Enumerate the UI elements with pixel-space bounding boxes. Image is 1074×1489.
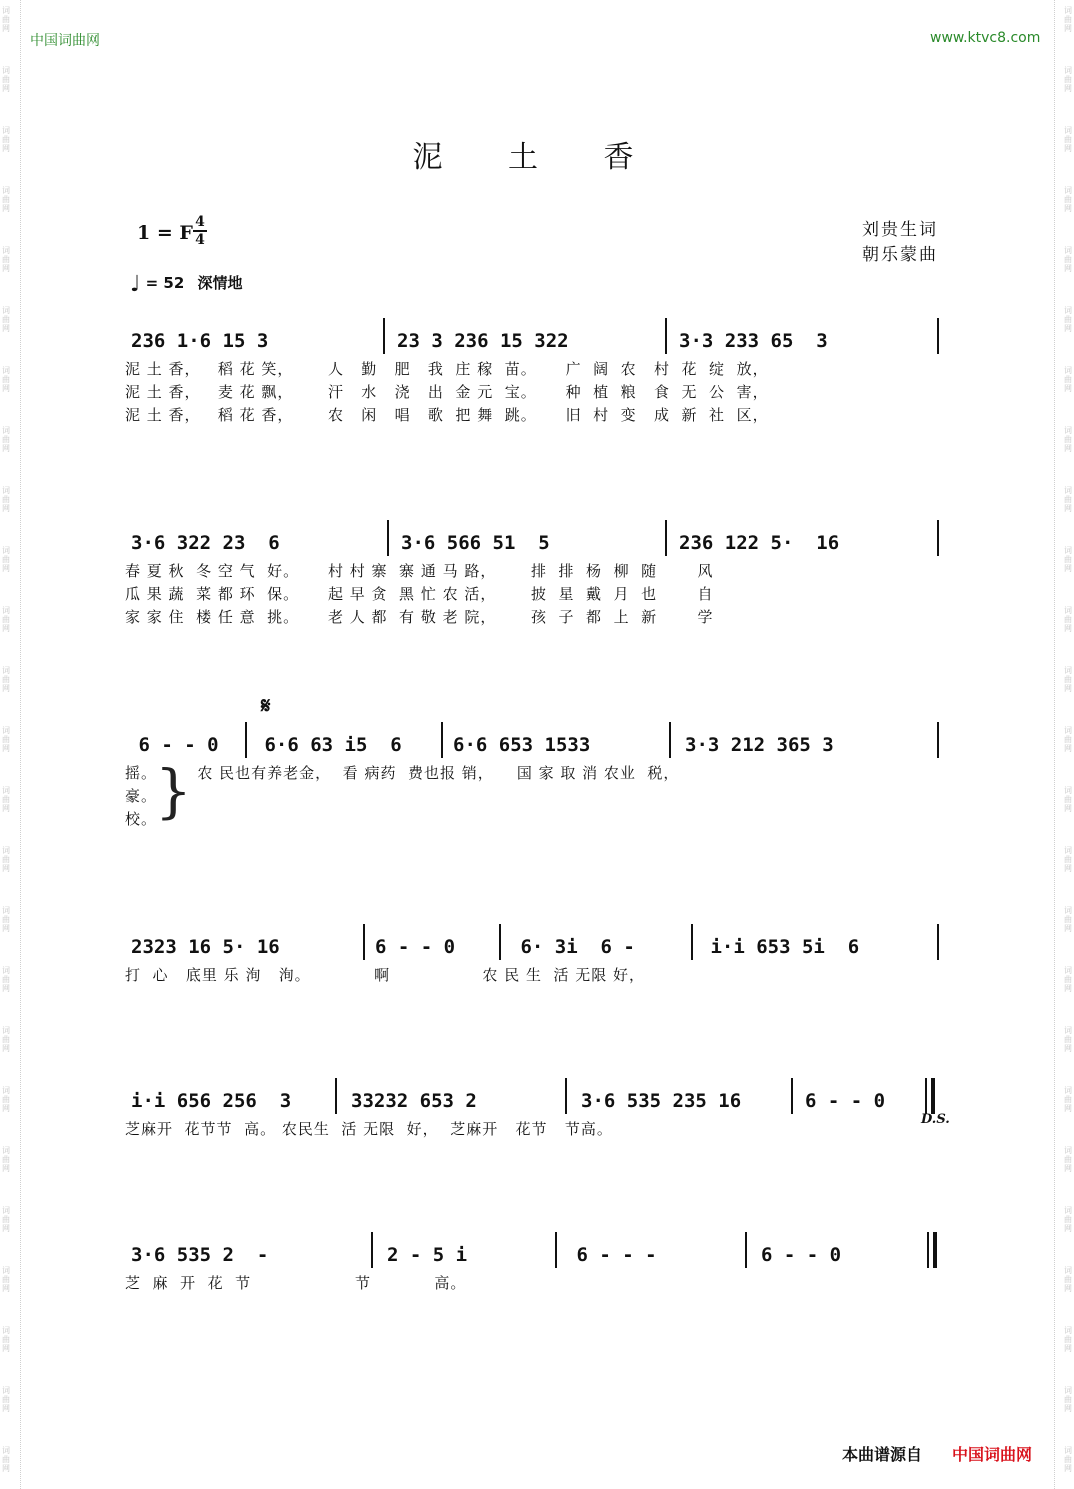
tempo-value: = 52 — [145, 274, 185, 292]
measure: 3·3 212 365 3 — [685, 734, 834, 756]
barline — [245, 722, 247, 758]
lyric-line: 打 心 底里 乐 洵 洵。 啊 农 民 生 活 无限 好， — [125, 966, 646, 984]
watermark-stamp: 词 曲 网 — [1064, 906, 1072, 933]
tempo-expression: 深情地 — [197, 274, 243, 292]
barline — [791, 1078, 793, 1114]
watermark-stamp: 词 曲 网 — [2, 546, 10, 573]
measure: 6 - - 0 — [805, 1090, 886, 1112]
dal-segno-mark: D.S. — [921, 1112, 950, 1127]
watermark-stamp: 词 曲 网 — [1064, 1266, 1072, 1293]
watermark-stamp: 词 曲 网 — [2, 1146, 10, 1173]
right-dotted-guide — [1054, 0, 1055, 1489]
watermark-stamp: 词 曲 网 — [1064, 1326, 1072, 1353]
lyric-verse-3: 泥 土 香， 稻 花 香， 农 闲 唱 歌 把 舞 跳。 旧 村 变 成 新 社 区， — [125, 406, 769, 424]
barline — [383, 318, 385, 354]
lyricist-credit: 刘贵生词 — [862, 220, 938, 240]
watermark-stamp: 词 曲 网 — [1064, 1146, 1072, 1173]
time-signature-top: 4 — [195, 214, 205, 230]
barline — [665, 520, 667, 556]
time-signature-bottom: 4 — [195, 232, 205, 248]
barline — [441, 722, 443, 758]
watermark-stamp: 词 曲 网 — [1064, 186, 1072, 213]
measure: 33232 653 2 — [351, 1090, 477, 1112]
repeat-barline-thick — [931, 1078, 935, 1114]
watermark-stamp: 词 曲 网 — [2, 1386, 10, 1413]
watermark-stamp: 词 曲 网 — [2, 1206, 10, 1233]
barline — [937, 722, 939, 758]
key-signature: 1 = F — [137, 222, 193, 244]
barline — [555, 1232, 557, 1268]
barline — [665, 318, 667, 354]
measure: 23 3 236 15 322 — [397, 330, 569, 352]
watermark-stamp: 词 曲 网 — [2, 966, 10, 993]
measure: 6·6 653 1533 — [453, 734, 591, 756]
watermark-stamp: 词 曲 网 — [1064, 666, 1072, 693]
barline — [691, 924, 693, 960]
measure: 6 - - - — [565, 1244, 657, 1266]
watermark-stamp: 词 曲 网 — [1064, 846, 1072, 873]
watermark-stamp: 词 曲 网 — [1064, 1446, 1072, 1473]
barline — [499, 924, 501, 960]
watermark-stamp: 词 曲 网 — [1064, 6, 1072, 33]
lyric-verse-1: 春 夏 秋 冬 空 气 好。 村 村 寨 寨 通 马 路， 排 排 杨 柳 随 风 — [125, 562, 714, 580]
repeat-barline-thin — [925, 1078, 927, 1114]
credits — [820, 218, 938, 268]
watermark-stamp: 词 曲 网 — [1064, 246, 1072, 273]
song-title: 泥 土 香 — [412, 140, 662, 175]
left-dotted-guide — [20, 0, 21, 1489]
lyric-verse-2: 豪。 — [125, 787, 158, 805]
final-barline-thin — [927, 1232, 929, 1268]
barline — [371, 1232, 373, 1268]
barline — [335, 1078, 337, 1114]
watermark-stamp: 词 曲 网 — [1064, 1026, 1072, 1053]
watermark-stamp: 词 曲 网 — [1064, 306, 1072, 333]
measure: 6 - - 0 — [761, 1244, 842, 1266]
time-signature — [192, 214, 208, 248]
watermark-stamp: 词 曲 网 — [2, 1326, 10, 1353]
barline — [937, 520, 939, 556]
measure: 236 122 5· 16 — [679, 532, 840, 554]
watermark-stamp: 词 曲 网 — [2, 606, 10, 633]
footer-source-label: 本曲谱源自 — [842, 1445, 923, 1464]
barline — [745, 1232, 747, 1268]
barline — [669, 722, 671, 758]
lyric-verse-1: 泥 土 香， 稻 花 笑， 人 勤 肥 我 庄 稼 苗。 广 阔 农 村 花 绽 放， — [125, 360, 769, 378]
segno-sign: 𝄋 — [261, 694, 271, 719]
footer-source-site[interactable]: 中国词曲网 — [952, 1445, 1033, 1464]
measure: 6 - - 0 — [127, 734, 219, 756]
watermark-stamp: 词 曲 网 — [2, 306, 10, 333]
barline — [387, 520, 389, 556]
measure: 3·3 233 65 3 — [679, 330, 828, 352]
watermark-stamp: 词 曲 网 — [2, 426, 10, 453]
watermark-stamp: 词 曲 网 — [1064, 1386, 1072, 1413]
watermark-stamp: 词 曲 网 — [2, 1446, 10, 1473]
barline — [937, 318, 939, 354]
lyric-verse-1: 摇。 农 民也有养老金， 看 病药 费也报 销， 国 家 取 消 农业 税， — [125, 764, 680, 782]
barline — [937, 924, 939, 960]
header-site-url[interactable]: www.ktvc8.com — [930, 30, 1041, 46]
measure: i·i 656 256 3 — [131, 1090, 292, 1112]
watermark-stamp: 词 曲 网 — [1064, 366, 1072, 393]
watermark-stamp: 词 曲 网 — [2, 1086, 10, 1113]
lyric-line: 芝 麻 开 花 节 节 高。 — [125, 1274, 467, 1292]
watermark-stamp: 词 曲 网 — [1064, 1086, 1072, 1113]
measure: 6 - - 0 — [375, 936, 456, 958]
measure: 3·6 535 235 16 — [581, 1090, 742, 1112]
quarter-note-icon: ♩ — [130, 272, 141, 297]
measure: 2323 16 5· 16 — [131, 936, 280, 958]
measure: 6· 3i 6 - — [509, 936, 635, 958]
watermark-stamp: 词 曲 网 — [2, 246, 10, 273]
watermark-stamp: 词 曲 网 — [1064, 726, 1072, 753]
barline — [363, 924, 365, 960]
watermark-stamp: 词 曲 网 — [2, 186, 10, 213]
right-watermark-strip — [1062, 0, 1074, 1489]
final-barline-thick — [933, 1232, 937, 1268]
composer-credit: 朝乐蒙曲 — [862, 245, 938, 265]
measure: 2 - 5 i — [387, 1244, 468, 1266]
verse-brace: } — [155, 757, 192, 825]
barline — [565, 1078, 567, 1114]
measure: 236 1·6 15 3 — [131, 330, 269, 352]
watermark-stamp: 词 曲 网 — [2, 1026, 10, 1053]
watermark-stamp: 词 曲 网 — [1064, 426, 1072, 453]
watermark-stamp: 词 曲 网 — [2, 666, 10, 693]
lyric-verse-3: 家 家 住 楼 任 意 挑。 老 人 都 有 敬 老 院， 孩 子 都 上 新 学 — [125, 608, 714, 626]
watermark-stamp: 词 曲 网 — [2, 1266, 10, 1293]
watermark-stamp: 词 曲 网 — [2, 486, 10, 513]
lyric-verse-2: 瓜 果 蔬 菜 都 环 保。 起 早 贪 黑 忙 农 活， 披 星 戴 月 也 自 — [125, 585, 714, 603]
watermark-stamp: 词 曲 网 — [2, 66, 10, 93]
watermark-stamp: 词 曲 网 — [1064, 486, 1072, 513]
measure: 3·6 322 23 6 — [131, 532, 280, 554]
watermark-stamp: 词 曲 网 — [2, 906, 10, 933]
watermark-stamp: 词 曲 网 — [2, 786, 10, 813]
watermark-stamp: 词 曲 网 — [1064, 966, 1072, 993]
watermark-stamp: 词 曲 网 — [1064, 786, 1072, 813]
watermark-stamp: 词 曲 网 — [1064, 126, 1072, 153]
measure: i·i 653 5i 6 — [699, 936, 860, 958]
watermark-stamp: 词 曲 网 — [1064, 606, 1072, 633]
watermark-stamp: 词 曲 网 — [2, 6, 10, 33]
lyric-verse-3: 校。 — [125, 810, 158, 828]
watermark-stamp: 词 曲 网 — [2, 366, 10, 393]
watermark-stamp: 词 曲 网 — [1064, 546, 1072, 573]
header-site-name[interactable]: 中国词曲网 — [30, 33, 100, 49]
watermark-stamp: 词 曲 网 — [1064, 1206, 1072, 1233]
watermark-stamp: 词 曲 网 — [2, 846, 10, 873]
measure: 3·6 566 51 5 — [401, 532, 550, 554]
tempo-marking — [130, 272, 243, 297]
watermark-stamp: 词 曲 网 — [1064, 66, 1072, 93]
lyric-line: 芝麻开 花节节 高。 农民生 活 无限 好， 芝麻开 花节 节高。 — [125, 1120, 613, 1138]
measure: 6·6 63 i5 6 — [253, 734, 402, 756]
measure: 3·6 535 2 - — [131, 1244, 269, 1266]
watermark-stamp: 词 曲 网 — [2, 726, 10, 753]
lyric-verse-2: 泥 土 香， 麦 花 飘， 汗 水 浇 出 金 元 宝。 种 植 粮 食 无 公 害， — [125, 383, 769, 401]
watermark-stamp: 词 曲 网 — [2, 126, 10, 153]
left-watermark-strip — [0, 0, 12, 1489]
